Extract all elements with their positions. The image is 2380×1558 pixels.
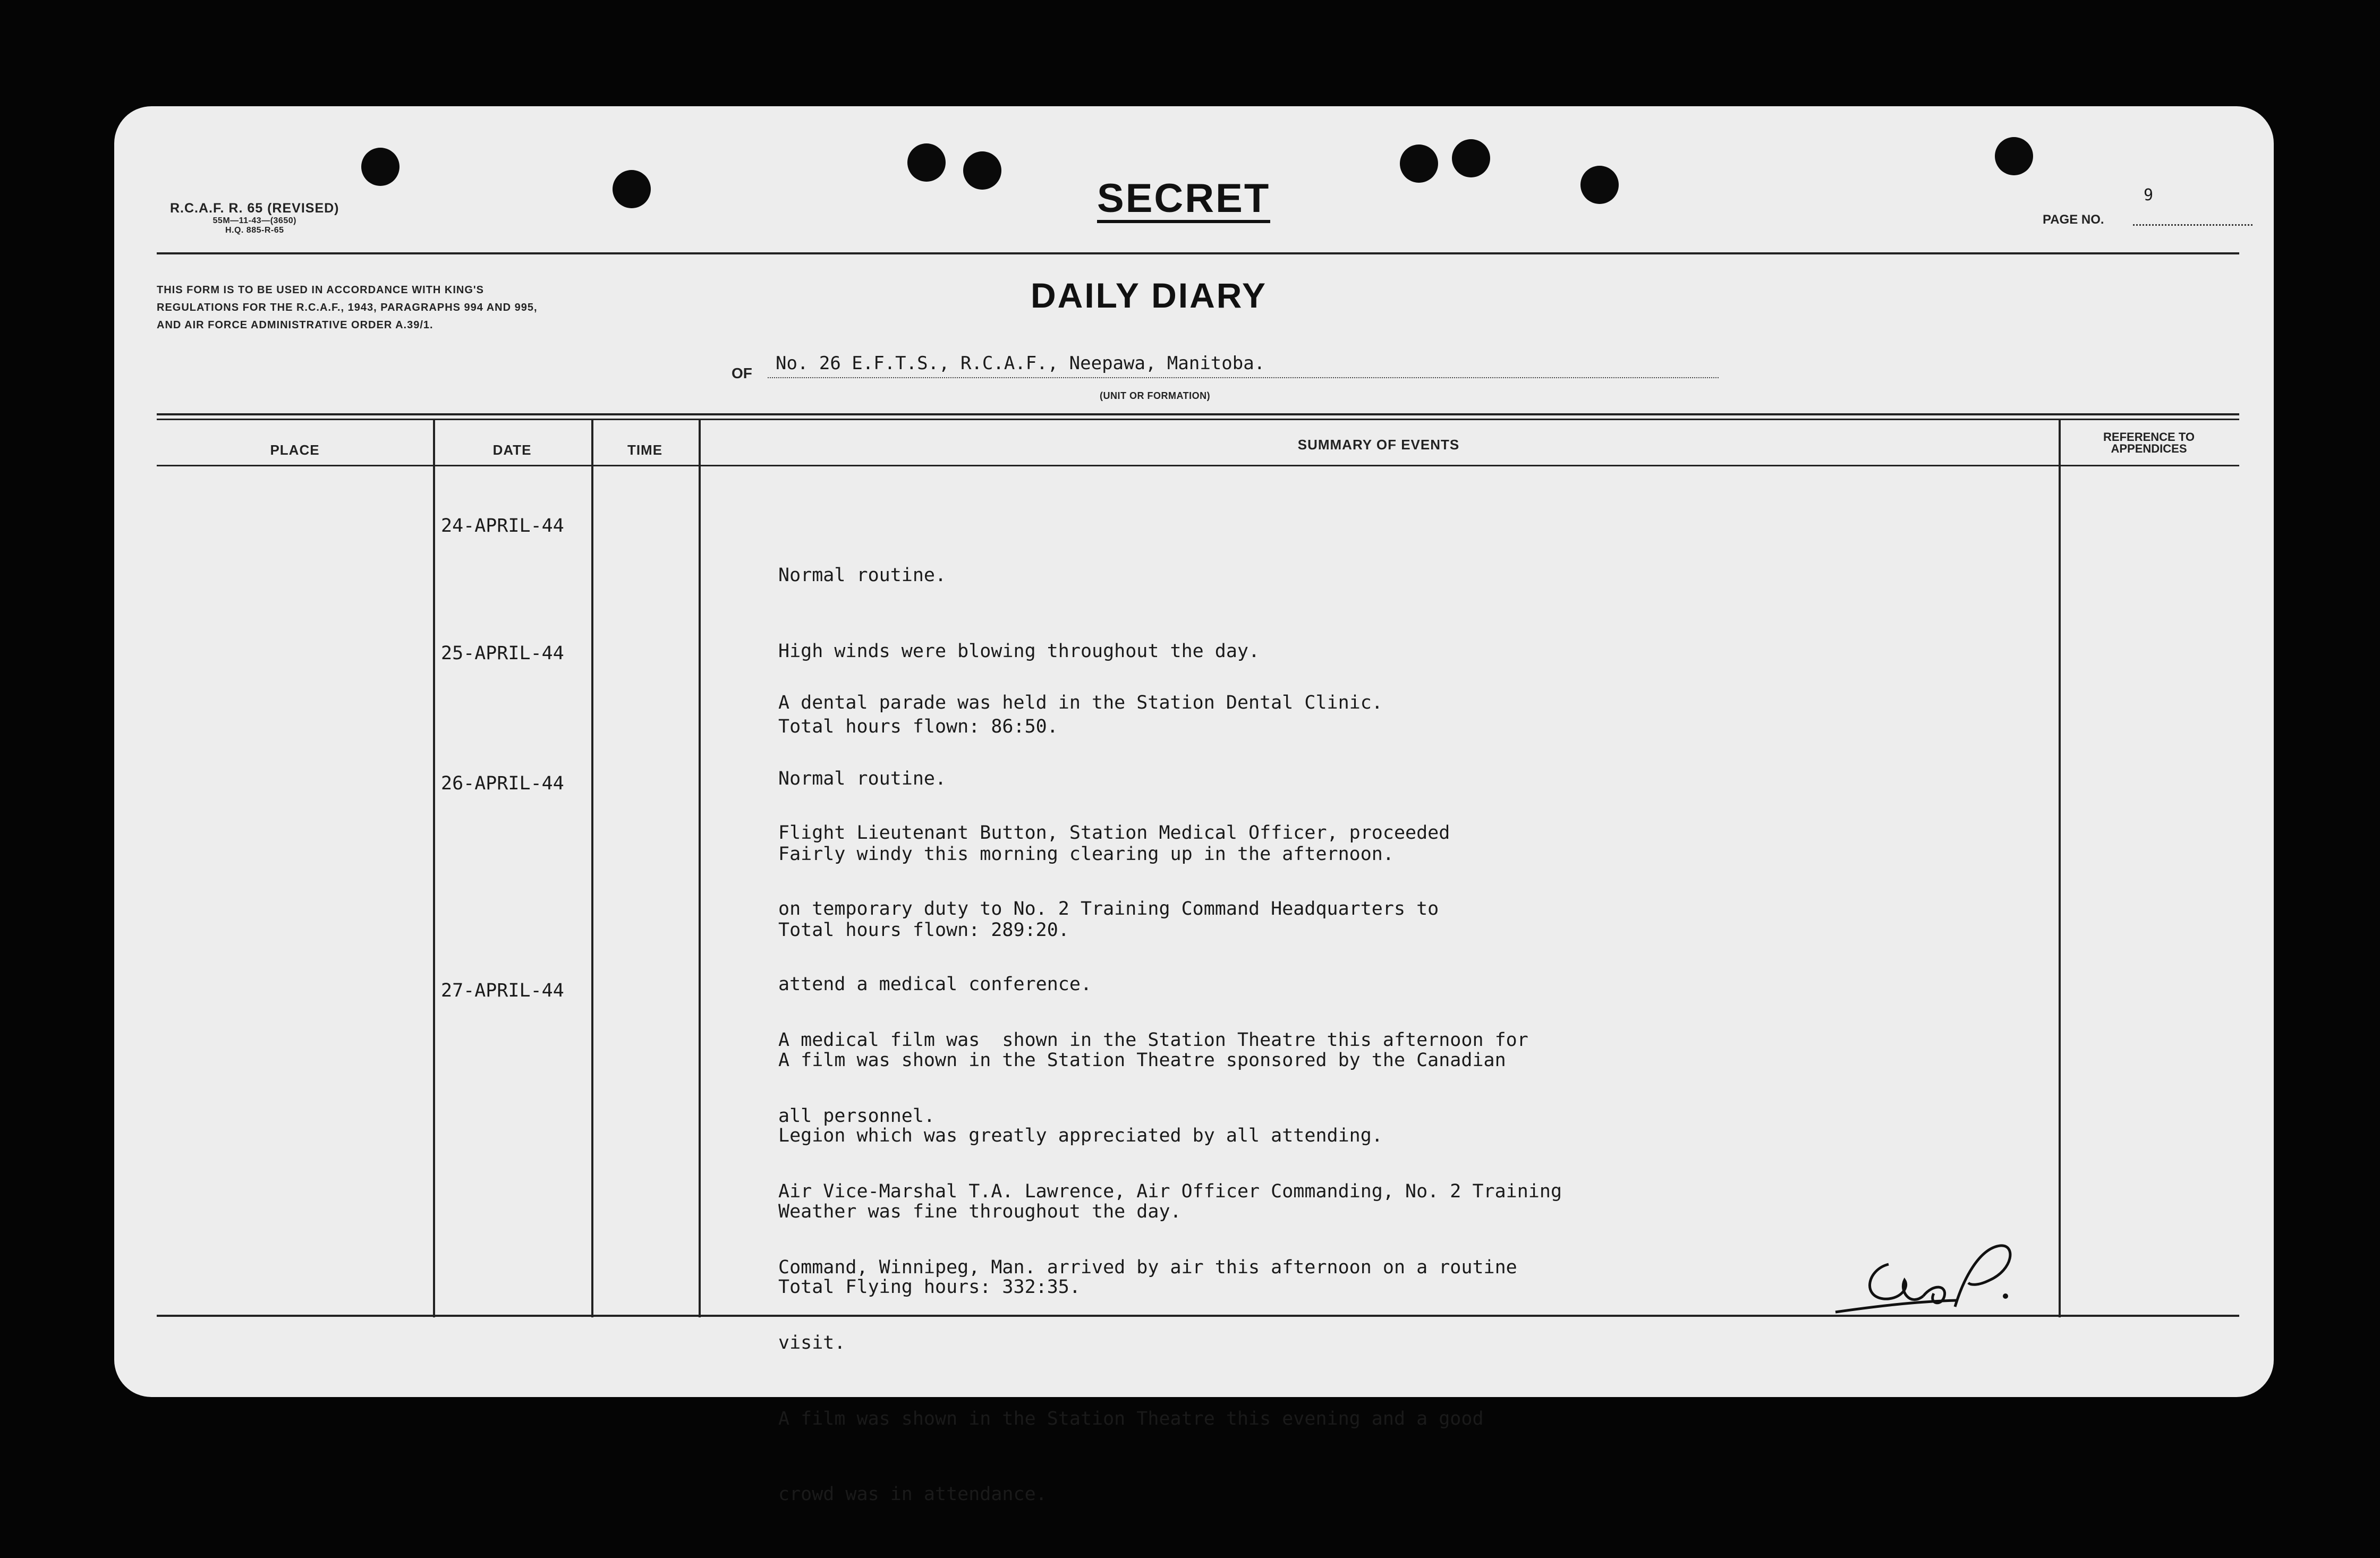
punch-hole bbox=[613, 170, 651, 208]
summary-line: Weather was fine throughout the day. bbox=[778, 1201, 1182, 1222]
entry-date: 26-APRIL-44 bbox=[441, 773, 564, 794]
entry-date: 24-APRIL-44 bbox=[441, 515, 564, 537]
summary-line: High winds were blowing throughout the day. bbox=[778, 640, 1260, 662]
summary-line: A film was shown in the Station Theatre sponsored by the Canadian bbox=[778, 1049, 1506, 1071]
summary-line: Normal routine. bbox=[778, 565, 947, 586]
entry-summary bbox=[778, 977, 1562, 1558]
page-no-leader bbox=[2133, 224, 2252, 226]
punch-hole bbox=[361, 148, 400, 186]
summary-line: Total hours flown: 86:50. bbox=[778, 716, 1058, 737]
summary-line: all personnel. bbox=[778, 1105, 936, 1127]
form-ref-line3: H.Q. 885-R-65 bbox=[225, 226, 284, 235]
column-header-place: PLACE bbox=[270, 442, 320, 458]
column-divider bbox=[699, 420, 701, 1317]
punch-hole bbox=[1995, 137, 2033, 175]
summary-line: visit. bbox=[778, 1332, 846, 1353]
entry-date: 25-APRIL-44 bbox=[441, 643, 564, 664]
form-ref-line2: 55M—11-43—(3650) bbox=[212, 216, 296, 225]
summary-line: A film was shown in the Station Theatre this evening and a good bbox=[778, 1408, 1484, 1429]
summary-line: on temporary duty to No. 2 Training Command Headquarters to bbox=[778, 898, 1439, 920]
unit-caption: (UNIT OR FORMATION) bbox=[1100, 390, 1211, 401]
table-top-rule bbox=[157, 413, 2239, 415]
column-divider bbox=[433, 420, 435, 1317]
unit-leader bbox=[768, 377, 1719, 378]
summary-line: Air Vice-Marshal T.A. Lawrence, Air Officer Commanding, No. 2 Training bbox=[778, 1181, 1562, 1202]
column-header-reference: REFERENCE TO APPENDICES bbox=[2103, 430, 2195, 455]
summary-line: Legion which was greatly appreciated by all attending. bbox=[778, 1125, 1383, 1146]
punch-hole bbox=[907, 143, 946, 182]
form-reference bbox=[170, 201, 339, 235]
column-header-date: DATE bbox=[492, 442, 532, 458]
summary-line: Normal routine. bbox=[778, 768, 947, 789]
unit-name: No. 26 E.F.T.S., R.C.A.F., Neepawa, Manitoba. bbox=[776, 353, 1265, 374]
table-top-rule bbox=[157, 419, 2239, 420]
header-rule bbox=[157, 252, 2239, 254]
of-label: OF bbox=[732, 365, 752, 381]
column-header-summary: SUMMARY OF EVENTS bbox=[1297, 437, 1460, 453]
page-number: 9 bbox=[2144, 186, 2154, 205]
form-instructions: THIS FORM IS TO BE USED IN ACCORDANCE WITH KING'S REGULATIONS FOR THE R.C.A.F., 1943, PARAGRAPHS 994 AND 995, AND AIR FORCE ADMINISTRATIVE ORDER A.39/1. bbox=[157, 284, 538, 331]
summary-line: Total Flying hours: 332:35. bbox=[778, 1276, 1081, 1298]
summary-line: A dental parade was held in the Station Dental Clinic. bbox=[778, 692, 1383, 713]
table-header-rule bbox=[157, 465, 2239, 466]
page-no-label: PAGE NO. bbox=[2043, 212, 2104, 227]
column-divider bbox=[591, 420, 593, 1317]
punch-hole bbox=[1400, 144, 1438, 183]
diary-page bbox=[114, 106, 2274, 1505]
summary-line: attend a medical conference. bbox=[778, 974, 1092, 995]
summary-line: Total hours flown: 289:20. bbox=[778, 919, 1069, 941]
entry-date: 27-APRIL-44 bbox=[441, 980, 564, 1001]
punch-hole bbox=[1580, 166, 1619, 204]
summary-line: A medical film was shown in the Station Theatre this afternoon for bbox=[778, 1029, 1528, 1051]
punch-hole bbox=[1452, 139, 1490, 177]
form-ref-line1: R.C.A.F. R. 65 (REVISED) bbox=[170, 201, 339, 216]
classification-heading: SECRET bbox=[1097, 178, 1270, 223]
page-title: DAILY DIARY bbox=[1031, 276, 1267, 315]
punch-hole bbox=[963, 151, 1001, 190]
summary-line: crowd was in attendance. bbox=[778, 1484, 1047, 1505]
column-header-time: TIME bbox=[627, 442, 663, 458]
handwritten-signature bbox=[1830, 1232, 2043, 1323]
summary-line: Flight Lieutenant Button, Station Medical Officer, proceeded bbox=[778, 822, 1450, 844]
column-divider bbox=[2059, 420, 2061, 1317]
summary-line: Command, Winnipeg, Man. arrived by air this afternoon on a routine bbox=[778, 1256, 1517, 1278]
summary-line: Fairly windy this morning clearing up in the afternoon. bbox=[778, 844, 1394, 865]
